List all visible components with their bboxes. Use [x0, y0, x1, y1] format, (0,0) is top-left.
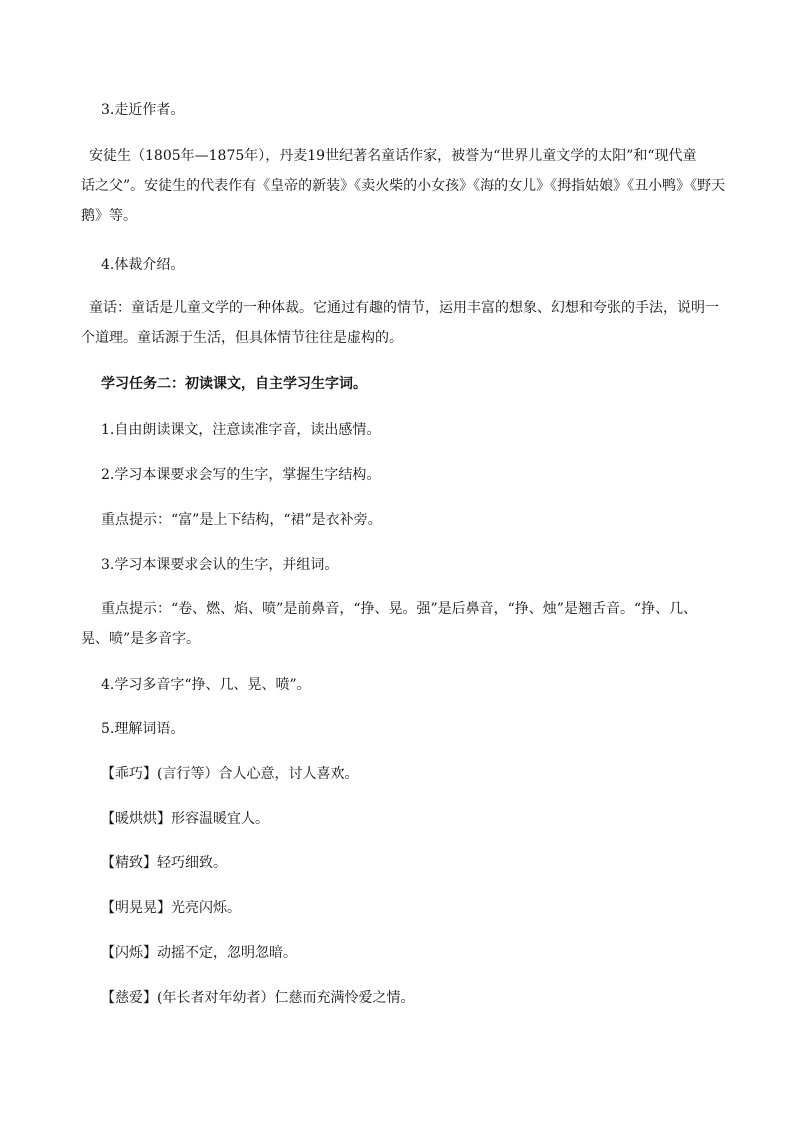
task-two-heading: 学习任务二：初读课文，自主学习生字词。: [101, 376, 367, 392]
task-item-2: 2.学习本课要求会写的生字，掌握生字结构。: [101, 467, 381, 483]
genre-paragraph-line-2: 个道理。童话源于生活，但具体情节往往是虚构的。: [81, 330, 403, 346]
heading-approach-author: 3.走近作者。: [101, 102, 185, 118]
heading-genre-intro: 4.体裁介绍。: [101, 257, 185, 273]
word-definition-guaiqiao: 【乖巧】(言行等）合人心意，讨人喜欢。: [101, 766, 359, 782]
author-paragraph-line-2: 话之父”。安徒生的代表作有《皇帝的新装》《卖火柴的小女孩》《海的女儿》《拇指姑娘》《丑小鸭》《野天: [81, 178, 726, 194]
task-item-3-hint-line-2: 晃、喷”是多音字。: [81, 631, 201, 647]
author-paragraph-line-3: 鹅》等。: [81, 208, 137, 224]
task-item-2-hint: 重点提示：“富”是上下结构，“裙”是衣补旁。: [101, 512, 382, 528]
word-definition-shanshuo: 【闪烁】动摇不定，忽明忽暗。: [101, 945, 297, 961]
task-item-4: 4.学习多音字“挣、几、晃、喷”。: [101, 677, 311, 693]
word-definition-ciai: 【慈爱】(年长者对年幼者）仁慈而充满怜爱之情。: [101, 990, 415, 1006]
word-definition-nuanhonghong: 【暖烘烘】形容温暖宜人。: [101, 811, 269, 827]
word-definition-minghuanghuang: 【明晃晃】光亮闪烁。: [101, 900, 241, 916]
task-item-3: 3.学习本课要求会认的生字，并组词。: [101, 557, 339, 573]
genre-paragraph-line-1: 童话：童话是儿童文学的一种体裁。它通过有趣的情节，运用丰富的想象、幻想和夸张的手法，说明一: [89, 300, 719, 316]
task-item-1: 1.自由朗读课文，注意读准字音，读出感情。: [101, 422, 381, 438]
author-paragraph-line-1: 安徒生（1805年—1875年），丹麦19世纪著名童话作家，被誉为“世界儿童文学的太阳”和“现代童: [89, 148, 697, 164]
word-definition-jingzhi: 【精致】轻巧细致。: [101, 855, 227, 871]
task-item-3-hint-line-1: 重点提示：“卷、燃、焰、喷”是前鼻音，“挣、晃。强”是后鼻音，“挣、烛”是翘舌音。“挣、几、: [101, 601, 698, 617]
task-item-5: 5.理解词语。: [101, 721, 185, 737]
